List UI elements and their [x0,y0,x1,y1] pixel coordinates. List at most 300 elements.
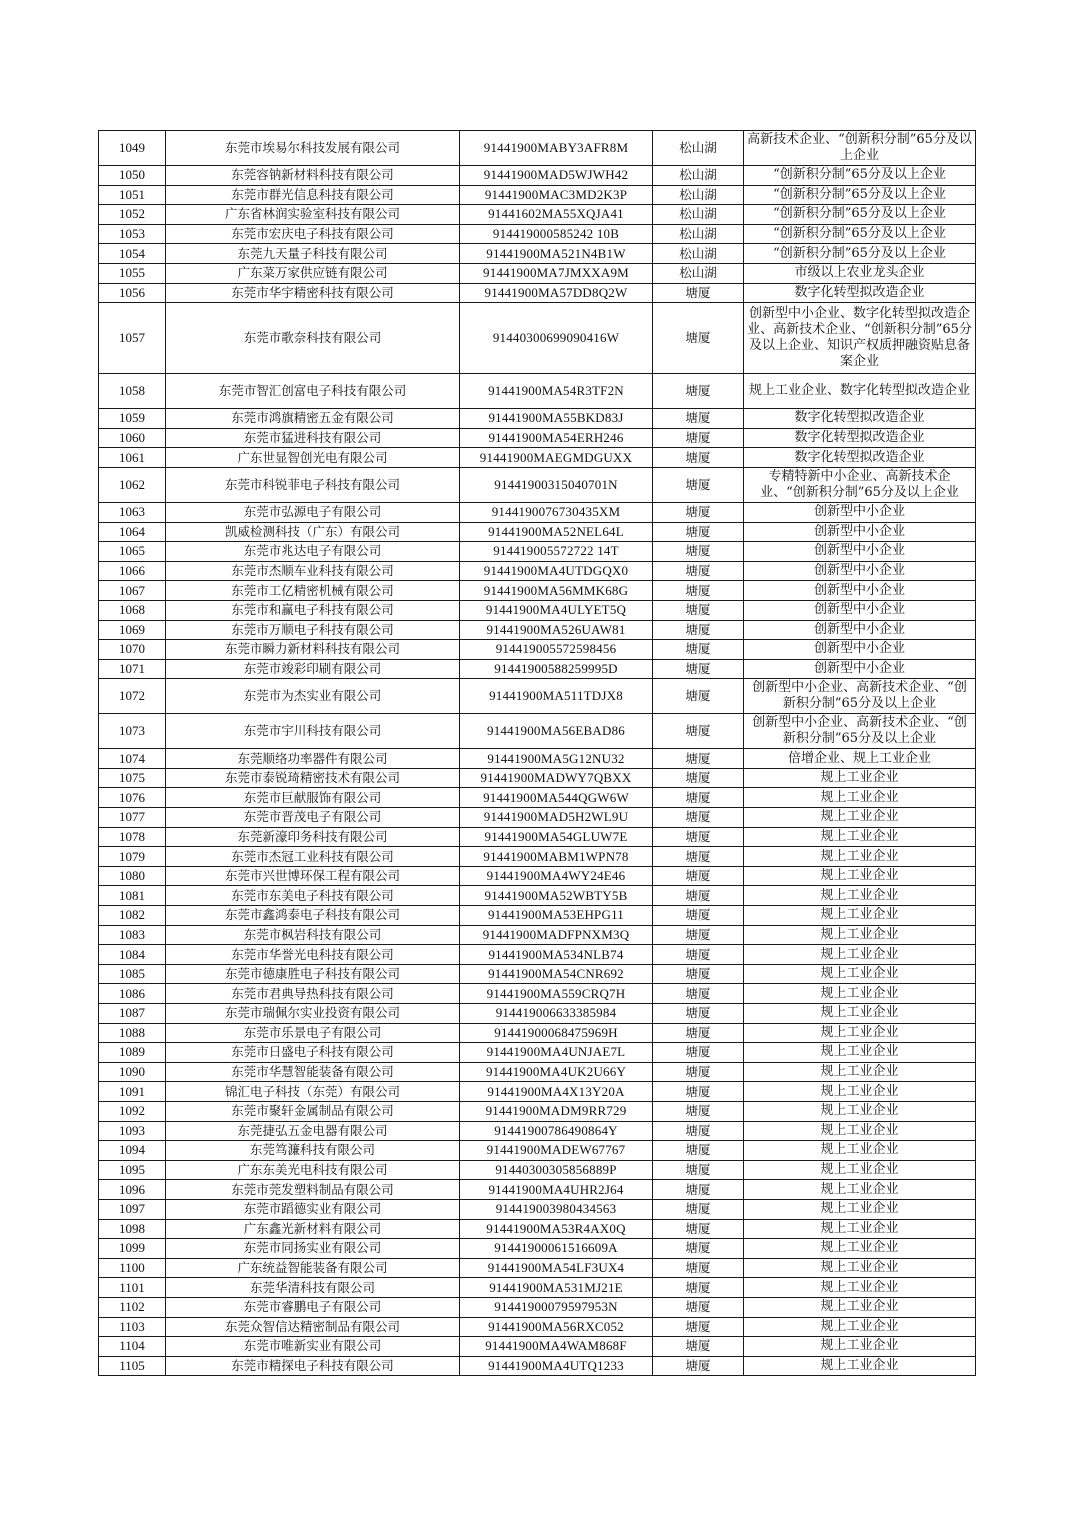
table-row [99,581,976,601]
cell-number: 1092 [99,1101,166,1121]
cell-number: 1053 [99,224,166,244]
table-row [99,185,976,205]
cell-credit-code: 914419000585242 10B [460,224,653,244]
cell-town: 塘厦 [653,1180,744,1200]
table-row [99,467,976,502]
cell-credit-code: 91441900061516609A [460,1239,653,1259]
cell-town: 塘厦 [653,808,744,828]
cell-credit-code: 91441900MAC3MD2K3P [460,185,653,205]
cell-category: 规上工业企业 [744,1297,976,1317]
cell-company-name: 东莞市睿鹏电子有限公司 [166,1297,460,1317]
cell-number: 1103 [99,1317,166,1337]
cell-town: 塘厦 [653,1297,744,1317]
table-row [99,1239,976,1259]
cell-credit-code: 91441900068475969H [460,1023,653,1043]
table-row [99,866,976,886]
cell-number: 1063 [99,502,166,522]
table-row [99,1062,976,1082]
cell-category: 创新型中小企业、高新技术企业、“创新积分制”65分及以上企业 [744,714,976,749]
cell-town: 塘厦 [653,1337,744,1357]
cell-number: 1069 [99,620,166,640]
cell-credit-code: 91441900MA526UAW81 [460,620,653,640]
cell-number: 1058 [99,374,166,409]
cell-category: 规上工业企业 [744,1121,976,1141]
table-row [99,1023,976,1043]
cell-number: 1060 [99,428,166,448]
cell-town: 塘厦 [653,1101,744,1121]
cell-number: 1055 [99,263,166,283]
cell-category: 规上工业企业 [744,1337,976,1357]
table-row [99,749,976,769]
cell-number: 1085 [99,964,166,984]
cell-company-name: 东莞市埃易尔科技发展有限公司 [166,131,460,166]
cell-category: “创新积分制”65分及以上企业 [744,185,976,205]
cell-town: 塘厦 [653,866,744,886]
cell-town: 塘厦 [653,1082,744,1102]
cell-company-name: 东莞捷弘五金电器有限公司 [166,1121,460,1141]
cell-category: 创新型中小企业 [744,659,976,679]
cell-credit-code: 914419005572722 14T [460,542,653,562]
cell-number: 1056 [99,283,166,303]
cell-number: 1061 [99,448,166,468]
cell-company-name: 锦汇电子科技（东莞）有限公司 [166,1082,460,1102]
cell-category: 创新型中小企业 [744,561,976,581]
cell-number: 1102 [99,1297,166,1317]
cell-credit-code: 91441900MA7JMXXA9M [460,263,653,283]
table-row [99,448,976,468]
cell-category: 规上工业企业 [744,1101,976,1121]
table-row [99,205,976,225]
cell-credit-code: 91441900MA531MJ21E [460,1278,653,1298]
cell-company-name: 东莞市兴世博环保工程有限公司 [166,866,460,886]
table-row [99,542,976,562]
cell-number: 1077 [99,808,166,828]
cell-category: 规上工业企业 [744,808,976,828]
cell-town: 塘厦 [653,1023,744,1043]
cell-category: 创新型中小企业 [744,600,976,620]
cell-town: 塘厦 [653,886,744,906]
cell-credit-code: 914419003980434563 [460,1199,653,1219]
table-row [99,788,976,808]
cell-credit-code: 91441900MA52NEL64L [460,522,653,542]
cell-company-name: 东莞市智汇创富电子科技有限公司 [166,374,460,409]
cell-category: “创新积分制”65分及以上企业 [744,166,976,186]
cell-company-name: 东莞新濠印务科技有限公司 [166,827,460,847]
cell-company-name: 东莞市宏庆电子科技有限公司 [166,224,460,244]
cell-category: 规上工业企业 [744,964,976,984]
cell-company-name: 东莞市东美电子科技有限公司 [166,886,460,906]
cell-number: 1094 [99,1141,166,1161]
cell-company-name: 东莞市鸿旗精密五金有限公司 [166,409,460,429]
cell-town: 松山湖 [653,205,744,225]
cell-town: 塘厦 [653,925,744,945]
cell-town: 塘厦 [653,1043,744,1063]
cell-town: 塘厦 [653,522,744,542]
cell-company-name: 东莞华清科技有限公司 [166,1278,460,1298]
cell-number: 1080 [99,866,166,886]
cell-number: 1064 [99,522,166,542]
table-row [99,561,976,581]
cell-credit-code: 91441900MA53EHPG11 [460,906,653,926]
cell-town: 塘厦 [653,906,744,926]
cell-credit-code: 91441900MA521N4B1W [460,244,653,264]
cell-credit-code: 91441900MA4UTQ1233 [460,1356,653,1376]
cell-company-name: 东莞市为杰实业有限公司 [166,679,460,714]
cell-town: 塘厦 [653,1004,744,1024]
cell-number: 1067 [99,581,166,601]
cell-credit-code: 91441900MADFPNXM3Q [460,925,653,945]
cell-town: 塘厦 [653,749,744,769]
table-row [99,224,976,244]
cell-number: 1079 [99,847,166,867]
table-row [99,1121,976,1141]
cell-town: 塘厦 [653,303,744,374]
cell-credit-code: 91441900MA4WAM868F [460,1337,653,1357]
table-body [99,131,976,1376]
table-row [99,428,976,448]
cell-number: 1099 [99,1239,166,1259]
table-row [99,522,976,542]
cell-number: 1073 [99,714,166,749]
cell-credit-code: 91441900MA56EBAD86 [460,714,653,749]
cell-credit-code: 91440300305856889P [460,1160,653,1180]
cell-credit-code: 91441900315040701N [460,467,653,502]
cell-category: “创新积分制”65分及以上企业 [744,224,976,244]
cell-credit-code: 91441900MA54GLUW7E [460,827,653,847]
cell-company-name: 东莞市科锐菲电子科技有限公司 [166,467,460,502]
table-row [99,303,976,374]
cell-company-name: 东莞市枫岩科技有限公司 [166,925,460,945]
cell-credit-code: 91441900MAEGMDGUXX [460,448,653,468]
cell-credit-code: 91441900MADM9RR729 [460,1101,653,1121]
cell-company-name: 东莞市乐景电子有限公司 [166,1023,460,1043]
cell-credit-code: 91441900MA4UNJAE7L [460,1043,653,1063]
cell-town: 塘厦 [653,581,744,601]
cell-town: 塘厦 [653,374,744,409]
cell-company-name: 凯威检测科技（广东）有限公司 [166,522,460,542]
cell-number: 1062 [99,467,166,502]
cell-company-name: 东莞九天量子科技有限公司 [166,244,460,264]
cell-category: 创新型中小企业 [744,502,976,522]
cell-number: 1105 [99,1356,166,1376]
cell-company-name: 东莞市歌奈科技有限公司 [166,303,460,374]
cell-credit-code: 91441900MADWY7QBXX [460,768,653,788]
cell-number: 1084 [99,945,166,965]
cell-town: 塘厦 [653,448,744,468]
cell-number: 1050 [99,166,166,186]
table-row [99,679,976,714]
table-row [99,283,976,303]
cell-town: 塘厦 [653,1356,744,1376]
cell-category: 规上工业企业 [744,788,976,808]
cell-category: 规上工业企业 [744,1004,976,1024]
cell-credit-code: 91441900MA544QGW6W [460,788,653,808]
table-row [99,1219,976,1239]
cell-town: 塘厦 [653,561,744,581]
cell-number: 1098 [99,1219,166,1239]
cell-credit-code: 91441900MABM1WPN78 [460,847,653,867]
cell-category: 规上工业企业 [744,1258,976,1278]
table-row [99,1043,976,1063]
cell-category: 规上工业企业 [744,1141,976,1161]
cell-number: 1074 [99,749,166,769]
cell-credit-code: 91441900MA56MMK68G [460,581,653,601]
cell-town: 塘厦 [653,409,744,429]
cell-credit-code: 91441900MADEW67767 [460,1141,653,1161]
cell-credit-code: 91441900786490864Y [460,1121,653,1141]
cell-category: 规上工业企业 [744,925,976,945]
cell-category: 数字化转型拟改造企业 [744,448,976,468]
cell-company-name: 东莞市杰顺车业科技有限公司 [166,561,460,581]
cell-town: 塘厦 [653,847,744,867]
table-row [99,886,976,906]
cell-town: 塘厦 [653,984,744,1004]
cell-category: “创新积分制”65分及以上企业 [744,205,976,225]
cell-credit-code: 91441900MABY3AFR8M [460,131,653,166]
table-row [99,166,976,186]
cell-number: 1101 [99,1278,166,1298]
cell-credit-code: 914419006633385984 [460,1004,653,1024]
cell-category: 创新型中小企业、数字化转型拟改造企业、高新技术企业、“创新积分制”65分及以上企业、知识产权质押融资贴息备案企业 [744,303,976,374]
cell-number: 1052 [99,205,166,225]
cell-category: 创新型中小企业 [744,542,976,562]
table-row [99,808,976,828]
cell-number: 1059 [99,409,166,429]
table-row [99,1278,976,1298]
table-row [99,1082,976,1102]
cell-credit-code: 91441900MA4ULYET5Q [460,600,653,620]
cell-credit-code: 91441900588259995D [460,659,653,679]
cell-credit-code: 91441900MA54ERH246 [460,428,653,448]
cell-credit-code: 91441900MA4UK2U66Y [460,1062,653,1082]
cell-company-name: 东莞笃濂科技有限公司 [166,1141,460,1161]
cell-category: 规上工业企业 [744,1356,976,1376]
cell-company-name: 广东统益智能装备有限公司 [166,1258,460,1278]
cell-credit-code: 91441900MAD5WJWH42 [460,166,653,186]
cell-credit-code: 91441900MA4UHR2J64 [460,1180,653,1200]
cell-credit-code: 91441900MA54R3TF2N [460,374,653,409]
cell-town: 塘厦 [653,714,744,749]
cell-credit-code: 91441900MA55BKD83J [460,409,653,429]
cell-town: 塘厦 [653,1239,744,1259]
table-row [99,984,976,1004]
cell-company-name: 东莞市蹈德实业有限公司 [166,1199,460,1219]
cell-company-name: 东莞市巨献服饰有限公司 [166,788,460,808]
cell-company-name: 东莞市猛进科技有限公司 [166,428,460,448]
cell-town: 塘厦 [653,1278,744,1298]
cell-credit-code: 91441900MA52WBTY5B [460,886,653,906]
cell-category: 规上工业企业 [744,1219,976,1239]
table-row [99,244,976,264]
table-row [99,502,976,522]
table-row [99,925,976,945]
cell-number: 1096 [99,1180,166,1200]
cell-number: 1088 [99,1023,166,1043]
table-row [99,263,976,283]
table-row [99,964,976,984]
cell-number: 1100 [99,1258,166,1278]
cell-number: 1051 [99,185,166,205]
enterprise-table [98,130,976,1376]
cell-credit-code: 91441900MA4UTDGQX0 [460,561,653,581]
table-row [99,1258,976,1278]
table-row [99,714,976,749]
table-row [99,1337,976,1357]
cell-credit-code: 9144190076730435XM [460,502,653,522]
cell-credit-code: 91441900MA54LF3UX4 [460,1258,653,1278]
cell-category: 市级以上农业龙头企业 [744,263,976,283]
cell-town: 松山湖 [653,244,744,264]
cell-town: 塘厦 [653,788,744,808]
cell-category: 创新型中小企业 [744,620,976,640]
cell-number: 1070 [99,640,166,660]
cell-number: 1086 [99,984,166,1004]
table-row [99,1199,976,1219]
cell-number: 1097 [99,1199,166,1219]
cell-category: 规上工业企业 [744,886,976,906]
cell-number: 1078 [99,827,166,847]
cell-number: 1095 [99,1160,166,1180]
cell-credit-code: 91441900MA5G12NU32 [460,749,653,769]
cell-company-name: 东莞市弘源电子有限公司 [166,502,460,522]
cell-town: 松山湖 [653,185,744,205]
cell-town: 塘厦 [653,964,744,984]
cell-company-name: 广东鑫光新材料有限公司 [166,1219,460,1239]
table-row [99,600,976,620]
cell-credit-code: 91441900MA54CNR692 [460,964,653,984]
cell-company-name: 东莞市德康胜电子科技有限公司 [166,964,460,984]
cell-number: 1075 [99,768,166,788]
table-row [99,945,976,965]
cell-category: “创新积分制”65分及以上企业 [744,244,976,264]
cell-credit-code: 91441900MA57DD8Q2W [460,283,653,303]
table-row [99,659,976,679]
cell-town: 塘厦 [653,1199,744,1219]
cell-town: 塘厦 [653,679,744,714]
cell-company-name: 东莞市日盛电子科技有限公司 [166,1043,460,1063]
cell-company-name: 东莞市和赢电子科技有限公司 [166,600,460,620]
cell-company-name: 广东东美光电科技有限公司 [166,1160,460,1180]
cell-category: 数字化转型拟改造企业 [744,428,976,448]
cell-company-name: 东莞市华宇精密科技有限公司 [166,283,460,303]
cell-company-name: 东莞市华誉光电科技有限公司 [166,945,460,965]
cell-number: 1054 [99,244,166,264]
cell-credit-code: 91441900MA53R4AX0Q [460,1219,653,1239]
cell-company-name: 东莞市鑫鸿泰电子科技有限公司 [166,906,460,926]
cell-town: 松山湖 [653,166,744,186]
cell-number: 1068 [99,600,166,620]
cell-category: 规上工业企业 [744,1082,976,1102]
cell-town: 塘厦 [653,640,744,660]
cell-credit-code: 91441900MA511TDJX8 [460,679,653,714]
table-row [99,1180,976,1200]
cell-number: 1066 [99,561,166,581]
cell-category: 创新型中小企业、高新技术企业、“创新积分制”65分及以上企业 [744,679,976,714]
cell-category: 数字化转型拟改造企业 [744,283,976,303]
table-row [99,374,976,409]
cell-category: 规上工业企业 [744,768,976,788]
cell-category: 规上工业企业 [744,866,976,886]
cell-number: 1090 [99,1062,166,1082]
cell-category: 规上工业企业 [744,1023,976,1043]
cell-company-name: 东莞市工亿精密机械有限公司 [166,581,460,601]
cell-town: 塘厦 [653,1121,744,1141]
cell-number: 1091 [99,1082,166,1102]
table-row [99,1004,976,1024]
cell-category: 规上工业企业 [744,1199,976,1219]
cell-number: 1057 [99,303,166,374]
cell-category: 规上工业企业 [744,1062,976,1082]
cell-credit-code: 91441900MAD5H2WL9U [460,808,653,828]
cell-number: 1082 [99,906,166,926]
cell-company-name: 东莞市晋茂电子有限公司 [166,808,460,828]
table-row [99,1297,976,1317]
cell-number: 1081 [99,886,166,906]
cell-category: 规上工业企业 [744,1278,976,1298]
cell-company-name: 东莞市唯新实业有限公司 [166,1337,460,1357]
table-row [99,620,976,640]
table-row [99,131,976,166]
cell-category: 规上工业企业 [744,827,976,847]
cell-company-name: 东莞市莞发塑料制品有限公司 [166,1180,460,1200]
cell-town: 塘厦 [653,467,744,502]
cell-number: 1072 [99,679,166,714]
cell-category: 高新技术企业、“创新积分制”65分及以上企业 [744,131,976,166]
table-row [99,1160,976,1180]
cell-company-name: 东莞容钠新材料科技有限公司 [166,166,460,186]
table-row [99,1141,976,1161]
cell-town: 塘厦 [653,620,744,640]
cell-town: 塘厦 [653,542,744,562]
cell-town: 塘厦 [653,659,744,679]
cell-category: 规上工业企业 [744,1160,976,1180]
cell-category: 规上工业企业 [744,945,976,965]
cell-company-name: 东莞市瑞佩尔实业投资有限公司 [166,1004,460,1024]
cell-company-name: 东莞众智信达精密制品有限公司 [166,1317,460,1337]
cell-town: 塘厦 [653,1062,744,1082]
cell-number: 1087 [99,1004,166,1024]
table-row [99,1356,976,1376]
cell-town: 塘厦 [653,1141,744,1161]
cell-town: 塘厦 [653,1160,744,1180]
cell-company-name: 东莞市宇川科技有限公司 [166,714,460,749]
cell-company-name: 东莞市君典导热科技有限公司 [166,984,460,1004]
cell-category: 规上工业企业 [744,1043,976,1063]
cell-town: 塘厦 [653,283,744,303]
cell-company-name: 东莞市群光信息科技有限公司 [166,185,460,205]
cell-town: 塘厦 [653,768,744,788]
cell-number: 1104 [99,1337,166,1357]
cell-category: 数字化转型拟改造企业 [744,409,976,429]
table-row [99,768,976,788]
cell-credit-code: 91440300699090416W [460,303,653,374]
cell-company-name: 东莞市同扬实业有限公司 [166,1239,460,1259]
table-row [99,1317,976,1337]
cell-category: 创新型中小企业 [744,640,976,660]
cell-number: 1065 [99,542,166,562]
cell-number: 1083 [99,925,166,945]
cell-category: 规上工业企业、数字化转型拟改造企业 [744,374,976,409]
cell-town: 塘厦 [653,1219,744,1239]
cell-town: 塘厦 [653,945,744,965]
cell-number: 1071 [99,659,166,679]
cell-category: 规上工业企业 [744,984,976,1004]
cell-number: 1089 [99,1043,166,1063]
cell-credit-code: 91441602MA55XQJA41 [460,205,653,225]
cell-category: 创新型中小企业 [744,581,976,601]
cell-number: 1076 [99,788,166,808]
cell-town: 松山湖 [653,224,744,244]
